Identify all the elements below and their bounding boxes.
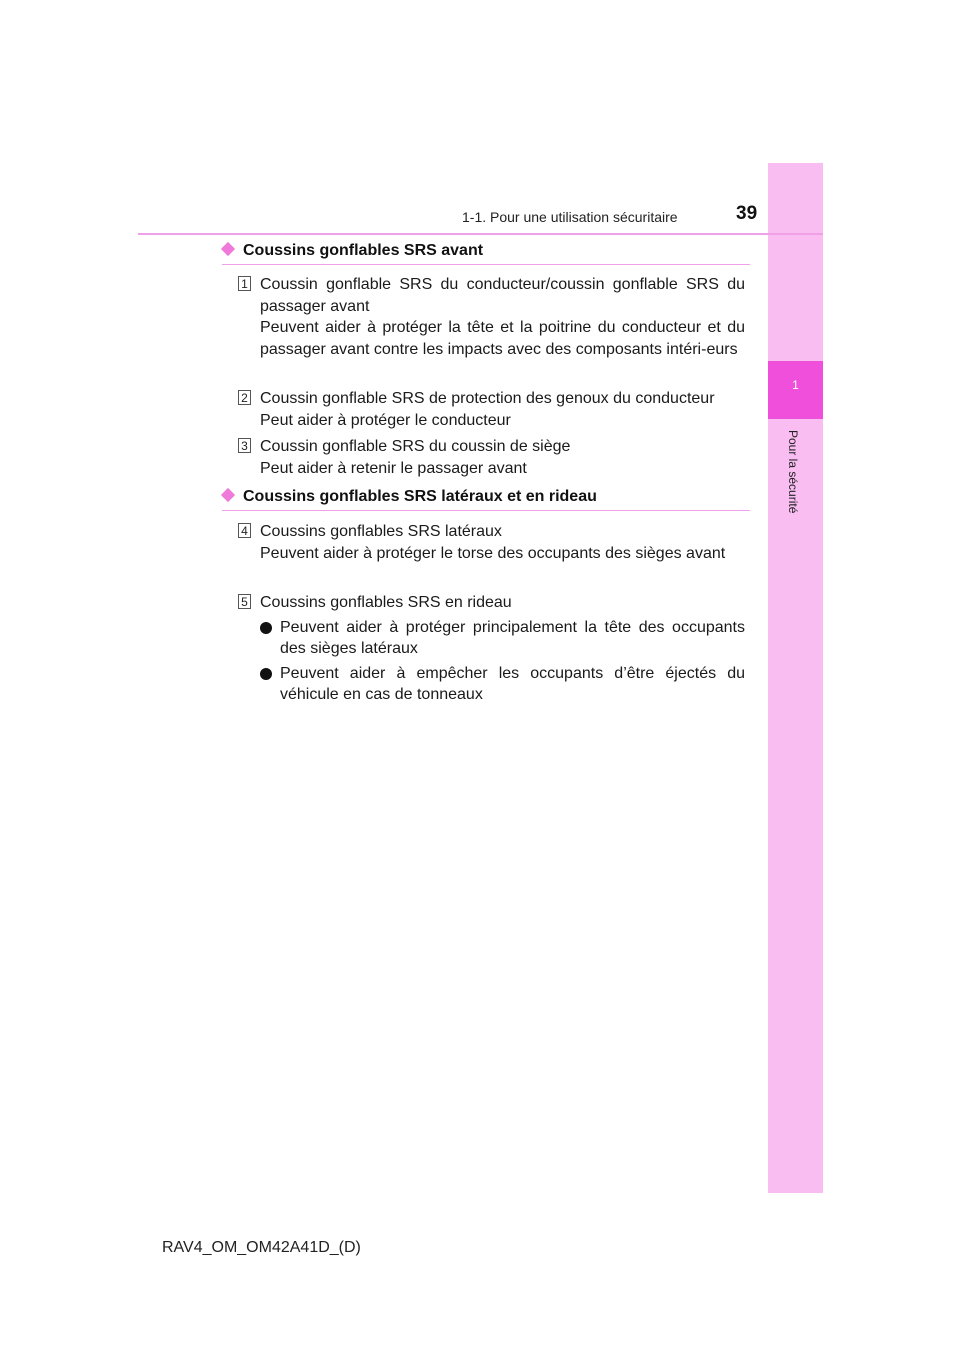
bullet-dot-icon xyxy=(260,622,272,634)
item-line: Peuvent aider à protéger le torse des occupants des sièges avant xyxy=(260,544,726,562)
subheading-text: Coussins gonflables SRS latéraux et en rideau xyxy=(243,488,597,505)
chapter-number: 1 xyxy=(792,378,799,392)
item-number-badge: 1 xyxy=(238,276,251,291)
list-item-2 xyxy=(238,388,745,431)
item-line: Coussins gonflables SRS en rideau xyxy=(260,594,512,611)
subheading-front-airbags xyxy=(222,242,750,265)
bullet-text: Peuvent aider à empêcher les occupants d’être éjectés du véhicule en cas de tonneaux xyxy=(280,664,745,704)
chapter-label: Pour la sécurité xyxy=(786,430,800,514)
item-line: Peut aider à retenir le passager avant xyxy=(260,459,527,477)
bullet-dot-icon xyxy=(260,668,272,680)
list-item-5 xyxy=(238,592,745,706)
chapter-side-tab xyxy=(768,163,823,1193)
item-number-badge: 2 xyxy=(238,390,251,405)
list-item-4 xyxy=(238,521,745,564)
item-line: Peuvent aider à protéger la tête et la poitrine du conducteur et du passager avant contre les impacts avec des composants intéri-eurs xyxy=(260,319,745,358)
item-line: Coussin gonflable SRS du coussin de siège xyxy=(260,438,571,455)
document-code: RAV4_OM_OM42A41D_(D) xyxy=(162,1239,361,1256)
list-item-1 xyxy=(238,274,745,360)
item-number-badge: 5 xyxy=(238,594,251,609)
page-number: 39 xyxy=(736,203,758,224)
header-divider xyxy=(138,233,823,235)
item-line: Peut aider à protéger le conducteur xyxy=(260,411,511,429)
bullet-item xyxy=(260,663,745,706)
list-item-3 xyxy=(238,436,745,479)
bullet-text: Peuvent aider à protéger principalement la tête des occupants des sièges latéraux xyxy=(280,618,745,658)
item-number-badge: 4 xyxy=(238,523,251,538)
item-line: Coussins gonflables SRS latéraux xyxy=(260,523,502,540)
item-line: Coussin gonflable SRS du conducteur/coussin gonflable SRS du passager avant xyxy=(260,276,745,315)
subheading-side-curtain-airbags xyxy=(222,488,750,511)
bullet-item xyxy=(260,617,745,660)
item-line: Coussin gonflable SRS de protection des genoux du conducteur xyxy=(260,390,715,407)
diamond-bullet-icon xyxy=(221,242,235,256)
diamond-bullet-icon xyxy=(221,488,235,502)
running-header-title: 1-1. Pour une utilisation sécuritaire xyxy=(462,209,678,225)
subheading-text: Coussins gonflables SRS avant xyxy=(243,242,484,259)
item-number-badge: 3 xyxy=(238,438,251,453)
